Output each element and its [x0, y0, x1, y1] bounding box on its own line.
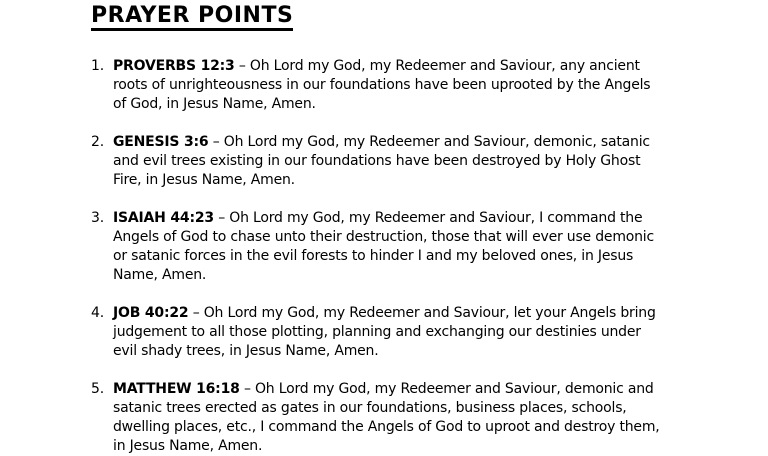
point-text-block	[113, 380, 661, 456]
scripture-reference: ISAIAH 44:23	[113, 210, 214, 226]
scripture-reference: MATTHEW 16:18	[113, 381, 240, 397]
prayer-text: – Oh Lord my God, my Redeemer and Saviour, I command the Angels of God to chase unto their destruction, those that will ever use demonic or satanic forces in the evil forests to hinder I and my beloved ones, in Jesus Name, Amen.	[113, 210, 654, 283]
scripture-reference: GENESIS 3:6	[113, 134, 209, 150]
prayer-text: – Oh Lord my God, my Redeemer and Saviour, any ancient roots of unrighteousness in our foundations have been uprooted by the Angels of God, in Jesus Name, Amen.	[113, 58, 651, 112]
point-number: 2.	[91, 134, 104, 150]
prayer-text: – Oh Lord my God, my Redeemer and Saviour, let your Angels bring judgement to all those plotting, planning and exchanging our destinies under evil shady trees, in Jesus Name, Amen.	[113, 305, 656, 359]
point-number: 3.	[91, 210, 104, 226]
point-text-block	[113, 133, 661, 190]
scripture-reference: PROVERBS 12:3	[113, 58, 235, 74]
prayer-text: – Oh Lord my God, my Redeemer and Saviour, demonic and satanic trees erected as gates in our foundations, business places, schools, dwelling places, etc., I command the Angels of God to uproot and destroy them, in Jesus Name, Amen.	[113, 381, 660, 454]
scripture-reference: JOB 40:22	[113, 305, 189, 321]
prayer-point-item	[91, 380, 669, 456]
page-title: PRAYER POINTS	[91, 5, 293, 31]
point-number: 1.	[91, 58, 104, 74]
prayer-text: – Oh Lord my God, my Redeemer and Saviour, demonic, satanic and evil trees existing in our foundations have been destroyed by Holy Ghost Fire, in Jesus Name, Amen.	[113, 134, 650, 188]
point-number: 5.	[91, 381, 104, 397]
point-text-block	[113, 304, 661, 361]
prayer-point-item	[91, 133, 669, 190]
prayer-point-item	[91, 57, 669, 114]
point-number: 4.	[91, 305, 104, 321]
prayer-points-list	[91, 57, 669, 456]
point-text-block	[113, 57, 661, 114]
point-text-block	[113, 209, 661, 285]
prayer-point-item	[91, 304, 669, 361]
prayer-point-item	[91, 209, 669, 285]
